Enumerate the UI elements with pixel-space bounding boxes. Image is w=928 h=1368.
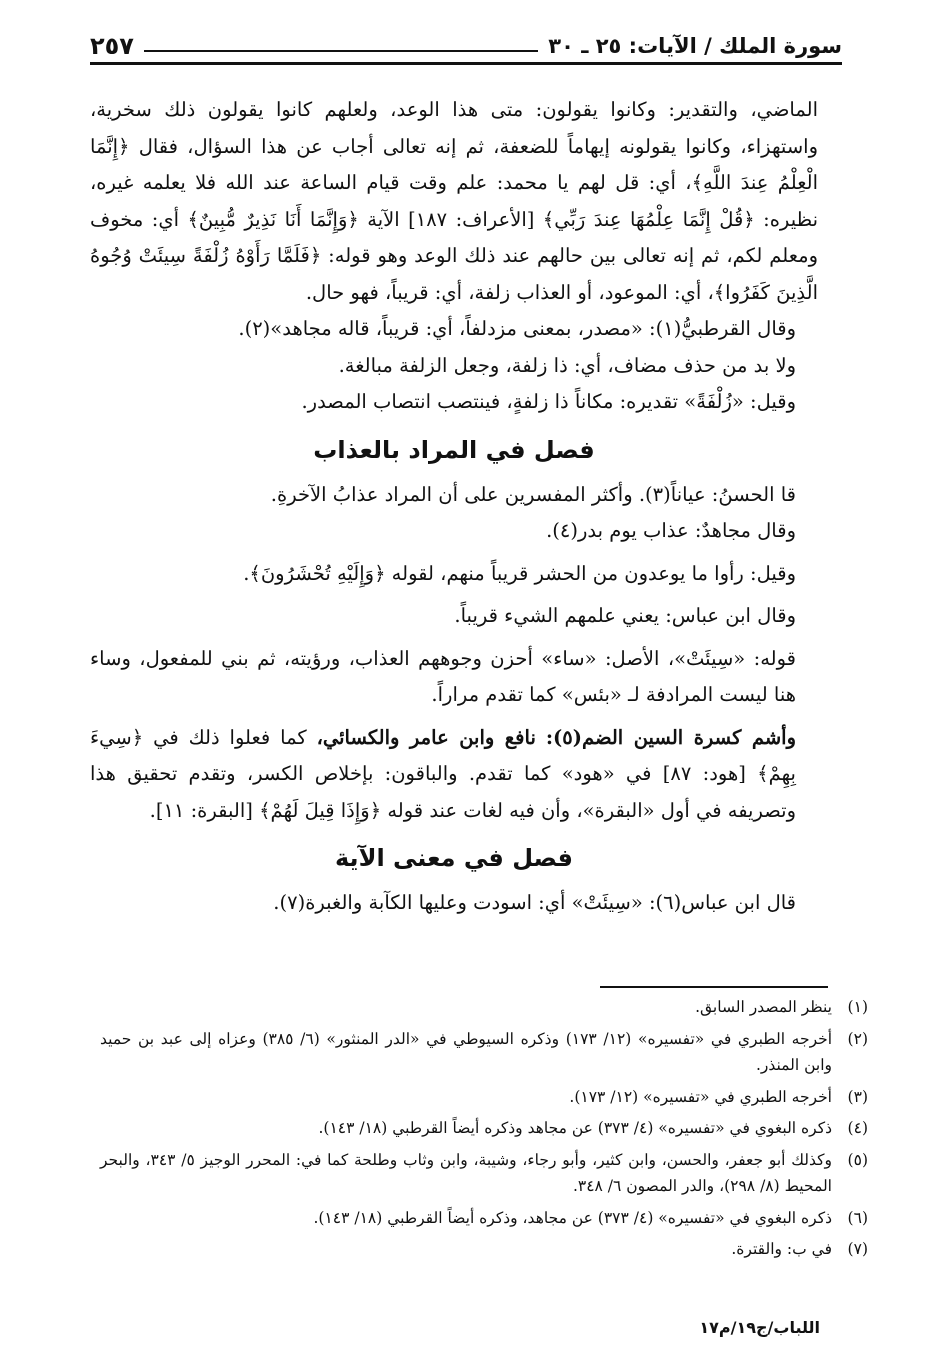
footnote-divider bbox=[600, 986, 828, 988]
footnote bbox=[100, 1084, 868, 1111]
paragraph-zulfa: وقيل: «زُلْفَةً» تقديره: مكاناً ذا زلفةٍ، فينتصب انتصاب المصدر. bbox=[301, 390, 796, 413]
footnote-number: (٤) bbox=[847, 1119, 868, 1137]
footnote-number: (٢) bbox=[847, 1029, 868, 1048]
volume-signature: اللباب/ج١٩/م١٧ bbox=[699, 1318, 820, 1337]
footnote-text: أخرجه الطبري في «تفسيره» (١٢/ ١٧٣) وذكره السيوطي في «الدر المنثور» (٦/ ٣٨٥) وعزاه إلى عبد بن حميد وابن المنذر. bbox=[100, 1029, 833, 1074]
footnote bbox=[100, 1026, 868, 1079]
paragraph-mudaf: ولا بد من حذف مضاف، أي: ذا زلفة، وجعل الزلفة مبالغة. bbox=[338, 353, 796, 377]
footnote bbox=[100, 1236, 868, 1263]
header-rule bbox=[144, 50, 538, 52]
footnote-text: ذكره البغوي في «تفسيره» (٤/ ٣٧٣) عن مجاهد، وذكره أيضاً القرطبي (١٨/ ١٤٣). bbox=[313, 1208, 832, 1227]
footnote-text: ينظر المصدر السابق. bbox=[695, 998, 832, 1016]
section-heading-punishment: فصل في المراد بالعذاب bbox=[313, 435, 595, 464]
paragraph-siat: قوله: «سِيئَتْ»، الأصل: «ساء» أحزن وجوههم العذاب، ورؤيته، ثم بني للمفعول، وساء هنا ليست المرادفة لـ «بئس» كما تقدم مراراً. bbox=[90, 646, 796, 706]
footnote-text: وكذلك أبو جعفر، والحسن، وابن كثير، وأبو رجاء، وشيبة، وابن وثاب وطلحة كما في: المحرر الوجيز ٥/ ٣٤٣، والبحر المحيط (٨/ ٢٩٨)، والدر المصون ٦/ ٣٤٨. bbox=[100, 1150, 832, 1195]
chapter-title: سورة الملك / الآيات: ٢٥ ـ ٣٠ bbox=[548, 34, 842, 58]
footnote-number: (٥) bbox=[847, 1150, 868, 1169]
footnote bbox=[100, 994, 868, 1021]
paragraph-ibn-abbas: وقال ابن عباس: يعني علمهم الشيء قريباً. bbox=[454, 604, 796, 627]
footnote-text: في ب: والقترة. bbox=[731, 1240, 832, 1258]
footnote bbox=[100, 1115, 868, 1142]
readings-names: نافع وابن عامر والكسائي، bbox=[316, 725, 536, 749]
section-heading-verse-meaning: فصل في معنى الآية bbox=[335, 844, 573, 872]
footnote bbox=[100, 1147, 868, 1200]
paragraph-mujahid: وقال مجاهدٌ: عذاب يوم بدر(٤). bbox=[546, 519, 796, 542]
footnote-number: (٧) bbox=[847, 1240, 868, 1258]
footnote-number: (١) bbox=[847, 998, 868, 1016]
paragraph-qurtubi: وقال القرطبيُّ(١): «مصدر، بمعنى مزدلفاً، أي: قريباً، قاله مجاهد»(٢). bbox=[238, 317, 796, 340]
paragraph-tafsir: الماضي، والتقدير: وكانوا يقولون: متى هذا الوعد، ولعلهم كانوا يقولون ذلك سخرية، واستهزاء، وكانوا يقولونه إيهاماً للضعفة، ثم إنه تعالى أجاب عن هذا السؤال، فقال ﴿إِنَّمَا الْعِلْمُ عِندَ اللَّهِ﴾، أي: قل لهم يا محمد: علم وقت قيام الساعة عند الله فلا يعلمه غيره، نظيره: ﴿قُلْ إِنَّمَا عِلْمُهَا عِندَ رَبِّي﴾ [الأعراف: ١٨٧] الآية ﴿وَإِنَّمَا أَنَا نَذِيرٌ مُّبِينٌ﴾ أي: مخوف ومعلم لكم، ثم إنه تعالى بين حالهم عند ذلك الوعد وهو قوله: ﴿فَلَمَّا رَأَوْهُ زُلْفَةً سِيئَتْ وُجُوهُ الَّذِينَ كَفَرُوا﴾، أي: الموعود، أو العذاب زلفة، أي: قريباً، فهو حال. bbox=[90, 98, 818, 304]
running-header bbox=[90, 22, 842, 65]
readings-lead: وأشم كسرة السين الضم(٥): bbox=[545, 725, 797, 749]
readings-rest: كما فعلوا ذلك في ﴿سِيءَ بِهِمْ﴾ [هود: ٨٧] في «هود» كما تقدم. والباقون: بإخلاص الكسر، وتقدم تحقيق هذا وتصريفه في أول «البقرة»، وأن فيه لغات عند قوله ﴿وَإِذَا قِيلَ لَهُمْ﴾ [البقرة: ١١]. bbox=[90, 725, 796, 822]
main-text bbox=[90, 92, 818, 922]
paragraph-hasan: قا الحسنُ: عياناً(٣). وأكثر المفسرين على أن المراد عذابُ الآخرةِ. bbox=[270, 482, 796, 506]
footnote-text: أخرجه الطبري في «تفسيره» (١٢/ ١٧٣). bbox=[569, 1087, 832, 1106]
footnote bbox=[100, 1205, 868, 1232]
footnote-text: ذكره البغوي في «تفسيره» (٤/ ٣٧٣) عن مجاهد وذكره أيضاً القرطبي (١٨/ ١٤٣). bbox=[318, 1119, 832, 1137]
footnote-number: (٦) bbox=[847, 1208, 868, 1227]
footnotes bbox=[100, 994, 868, 1268]
paragraph-hashr: وقيل: رأوا ما يوعدون من الحشر قريباً منهم، لقوله ﴿وَإِلَيْهِ تُحْشَرُونَ﴾. bbox=[243, 561, 796, 585]
footnote-number: (٣) bbox=[847, 1087, 868, 1106]
paragraph-readings bbox=[90, 720, 818, 830]
paragraph-meaning: قال ابن عباس(٦): «سِيئَتْ» أي: اسودت وعليها الكآبة والغبرة(٧). bbox=[273, 891, 796, 914]
page-number: ٢٥٧ bbox=[90, 32, 134, 60]
